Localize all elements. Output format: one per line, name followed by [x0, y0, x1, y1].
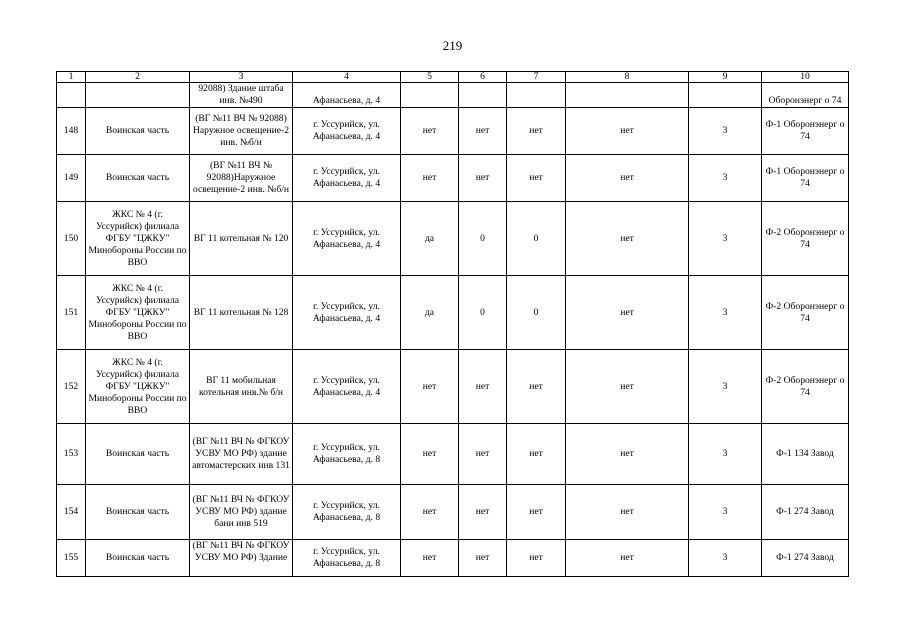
- cell-c5: да: [401, 202, 459, 276]
- table-row: [57, 108, 849, 155]
- table-row: [57, 540, 849, 577]
- cell-c5: нет: [401, 108, 459, 155]
- cell-c5: нет: [401, 155, 459, 202]
- cell-type: Воинская часть: [86, 485, 190, 540]
- cell-c10: Ф-1 Оборонэнерг о 74: [762, 108, 849, 155]
- cell-c10: Ф-1 134 Завод: [762, 424, 849, 485]
- cell-c5: нет: [401, 540, 459, 577]
- cell-c7: нет: [507, 540, 566, 577]
- cell-c7: нет: [507, 155, 566, 202]
- cell-c9: 3: [689, 108, 762, 155]
- cell-c9: 3: [689, 424, 762, 485]
- cell-object: ВГ 11 котельная № 120: [190, 202, 293, 276]
- cell-c5: да: [401, 276, 459, 350]
- cell-c10: Ф-1 Оборонэнерг о 74: [762, 155, 849, 202]
- cell-c5: нет: [401, 424, 459, 485]
- cell-object: (ВГ №11 ВЧ № 92088) Наружное освещение-2 инв. №б/н: [190, 108, 293, 155]
- cell-type: Воинская часть: [86, 108, 190, 155]
- cell-c10: Ф-2 Оборонэнерг о 74: [762, 350, 849, 424]
- cell-number: 151: [57, 276, 86, 350]
- cell-c7: нет: [507, 108, 566, 155]
- cell-c7: нет: [507, 485, 566, 540]
- column-header: 1: [57, 72, 86, 83]
- cell-c8: нет: [566, 202, 689, 276]
- page-number: 219: [442, 38, 463, 53]
- cell-c10: Ф-2 Оборонэнерг о 74: [762, 276, 849, 350]
- cell-c6: нет: [459, 485, 507, 540]
- cell-address: г. Уссурийск, ул. Афанасьева, д. 8: [293, 540, 401, 577]
- cell-c8: нет: [566, 276, 689, 350]
- column-header: 4: [293, 72, 401, 83]
- cell-object: (ВГ №11 ВЧ № ФГКОУ УСВУ МО РФ) Здание: [190, 540, 293, 577]
- cell-type: Воинская часть: [86, 424, 190, 485]
- cell-c9: 3: [689, 155, 762, 202]
- cell-c6: нет: [459, 108, 507, 155]
- cell-address: г. Уссурийск, ул. Афанасьева, д. 4: [293, 108, 401, 155]
- cell-address: г. Уссурийск, ул. Афанасьева, д. 8: [293, 424, 401, 485]
- cell-address: г. Уссурийск, ул. Афанасьева, д. 4: [293, 155, 401, 202]
- table-row: [57, 202, 849, 276]
- cell-type: ЖКС № 4 (г. Уссурийск) филиала ФГБУ "ЦЖКУ" Минобороны России по ВВО: [86, 202, 190, 276]
- cell-number: 150: [57, 202, 86, 276]
- cell-c8: [566, 83, 689, 108]
- cell-address: г. Уссурийск, ул. Афанасьева, д. 4: [293, 350, 401, 424]
- cell-c8: нет: [566, 540, 689, 577]
- header-row: [57, 72, 849, 83]
- table-row: [57, 424, 849, 485]
- cell-c7: 0: [507, 276, 566, 350]
- column-header: 10: [762, 72, 849, 83]
- cell-address: г. Уссурийск, ул. Афанасьева, д. 4: [293, 202, 401, 276]
- cell-c9: 3: [689, 276, 762, 350]
- cell-c5: нет: [401, 485, 459, 540]
- cell-c10: Ф-1 274 Завод: [762, 540, 849, 577]
- cell-c6: нет: [459, 540, 507, 577]
- cell-number: 149: [57, 155, 86, 202]
- cell-c6: 0: [459, 202, 507, 276]
- cell-c10: Оборонэнерг о 74: [762, 83, 849, 108]
- column-header: 6: [459, 72, 507, 83]
- cell-number: 155: [57, 540, 86, 577]
- cell-c8: нет: [566, 350, 689, 424]
- cell-address: Афанасьева, д. 4: [293, 83, 401, 108]
- cell-object: (ВГ №11 ВЧ № ФГКОУ УСВУ МО РФ) здание бани инв 519: [190, 485, 293, 540]
- cell-number: 153: [57, 424, 86, 485]
- cell-type: Воинская часть: [86, 155, 190, 202]
- cell-object: (ВГ №11 ВЧ № ФГКОУ УСВУ МО РФ) здание автомастерских инв 131: [190, 424, 293, 485]
- cell-c8: нет: [566, 108, 689, 155]
- cell-object: (ВГ №11 ВЧ № 92088)Наружное освещение-2 инв. №б/н: [190, 155, 293, 202]
- cell-type: ЖКС № 4 (г. Уссурийск) филиала ФГБУ "ЦЖКУ" Минобороны России по ВВО: [86, 350, 190, 424]
- cell-number: 148: [57, 108, 86, 155]
- table-row: [57, 155, 849, 202]
- table-row-continuation: [57, 83, 849, 108]
- cell-c9: 3: [689, 350, 762, 424]
- column-header: 2: [86, 72, 190, 83]
- column-header: 9: [689, 72, 762, 83]
- cell-number: 154: [57, 485, 86, 540]
- table-row: [57, 276, 849, 350]
- cell-object: ВГ 11 мобильная котельная инв.№ б/н: [190, 350, 293, 424]
- cell-c8: нет: [566, 485, 689, 540]
- column-header: 3: [190, 72, 293, 83]
- cell-number: 152: [57, 350, 86, 424]
- cell-number: [57, 83, 86, 108]
- cell-c7: нет: [507, 350, 566, 424]
- cell-c5: [401, 83, 459, 108]
- cell-c6: нет: [459, 350, 507, 424]
- cell-type: [86, 83, 190, 108]
- cell-c9: [689, 83, 762, 108]
- cell-c6: 0: [459, 276, 507, 350]
- cell-c7: [507, 83, 566, 108]
- cell-address: г. Уссурийск, ул. Афанасьева, д. 8: [293, 485, 401, 540]
- column-header: 7: [507, 72, 566, 83]
- cell-c9: 3: [689, 202, 762, 276]
- cell-c6: нет: [459, 424, 507, 485]
- cell-c9: 3: [689, 540, 762, 577]
- column-header: 8: [566, 72, 689, 83]
- cell-c5: нет: [401, 350, 459, 424]
- cell-c6: [459, 83, 507, 108]
- registry-table: [56, 71, 849, 577]
- cell-c10: Ф-2 Оборонэнерг о 74: [762, 202, 849, 276]
- cell-c7: 0: [507, 202, 566, 276]
- column-header: 5: [401, 72, 459, 83]
- table-row: [57, 485, 849, 540]
- cell-c7: нет: [507, 424, 566, 485]
- cell-type: ЖКС № 4 (г. Уссурийск) филиала ФГБУ "ЦЖКУ" Минобороны России по ВВО: [86, 276, 190, 350]
- cell-c6: нет: [459, 155, 507, 202]
- cell-object: 92088) Здание штаба инв. №490: [190, 83, 293, 108]
- cell-type: Воинская часть: [86, 540, 190, 577]
- cell-c8: нет: [566, 155, 689, 202]
- cell-c9: 3: [689, 485, 762, 540]
- cell-address: г. Уссурийск, ул. Афанасьева, д. 4: [293, 276, 401, 350]
- table-row: [57, 350, 849, 424]
- cell-c10: Ф-1 274 Завод: [762, 485, 849, 540]
- cell-c8: нет: [566, 424, 689, 485]
- cell-object: ВГ 11 котельная № 128: [190, 276, 293, 350]
